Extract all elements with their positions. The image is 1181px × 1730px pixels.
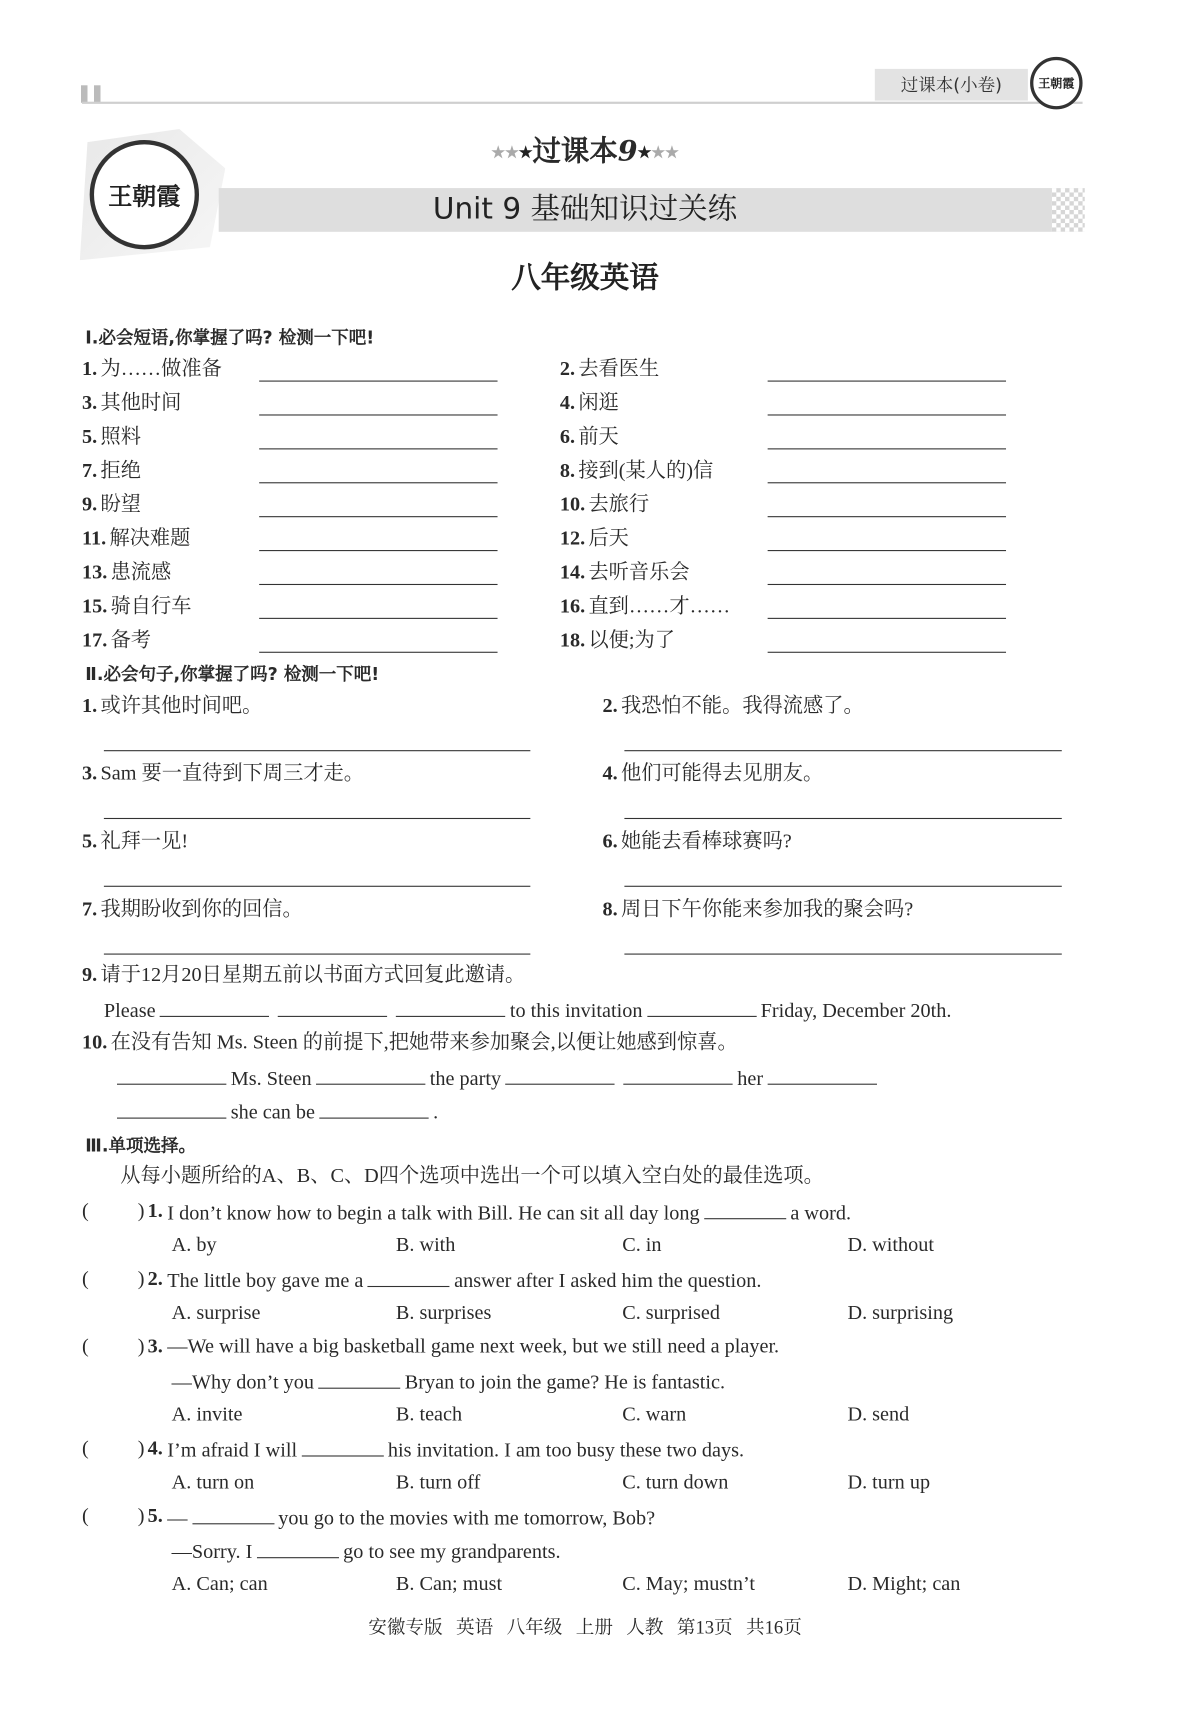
answer-line[interactable] [624, 954, 1061, 955]
star-icon: ★★ [491, 144, 519, 162]
answer-line[interactable] [624, 818, 1061, 819]
sentence-text: 周日下午你能来参加我的聚会吗? [620, 898, 914, 921]
answer-bracket-close: ) [137, 1505, 145, 1528]
sentence-item [603, 897, 914, 923]
answer-option[interactable]: D. send [847, 1404, 910, 1426]
answer-option[interactable]: C. warn [622, 1404, 687, 1426]
sentence-text: she can be [230, 1102, 315, 1125]
answer-line[interactable] [259, 482, 497, 483]
answer-option[interactable]: B. turn off [395, 1471, 481, 1494]
answer-option[interactable]: A. surprise [171, 1302, 261, 1325]
sentence-text: . [433, 1102, 439, 1125]
sentence-text: his invitation. I am too busy these two days. [387, 1440, 745, 1463]
answer-blank[interactable] [257, 1537, 339, 1558]
answer-blank[interactable] [505, 1064, 614, 1085]
answer-line[interactable] [259, 618, 497, 619]
phrase-text: 盼望 [100, 494, 141, 517]
sentence-text: I’m afraid I will [167, 1440, 298, 1463]
corner-decoration [81, 85, 101, 102]
phrase-text: 照料 [100, 426, 141, 449]
sentence-item [82, 761, 364, 787]
item-number: 1. [82, 358, 98, 381]
item-number: 5. [82, 831, 98, 853]
unit-title: Unit 9 基础知识过关练 [432, 192, 738, 227]
answer-line[interactable] [768, 448, 1006, 449]
answer-line[interactable] [768, 482, 1006, 483]
phrase-text: 接到(某人的)信 [578, 460, 714, 483]
item-number: 2. [602, 695, 618, 718]
item-number: 2. [559, 358, 576, 381]
answer-blank[interactable] [117, 1098, 226, 1119]
answer-blank[interactable] [316, 1064, 425, 1085]
answer-line[interactable] [768, 516, 1006, 517]
phrase-text: 解决难题 [109, 528, 191, 551]
phrase-text: 为……做准备 [100, 358, 222, 381]
sentence-text: her [737, 1068, 764, 1091]
phrase-text: 去听音乐会 [588, 562, 690, 584]
brand-logo-text: 王朝霞 [108, 182, 181, 211]
answer-bracket-open[interactable]: ( [82, 1437, 89, 1460]
sentence-item [82, 897, 303, 923]
answer-option[interactable]: A. invite [171, 1404, 243, 1426]
answer-blank[interactable] [160, 996, 269, 1017]
item-number: 14. [559, 562, 586, 584]
star-icon: ★ [637, 144, 652, 162]
sentence-item [82, 693, 262, 719]
star-icon: ★★ [651, 144, 679, 162]
sentence-text: Friday, December 20th. [760, 1000, 952, 1023]
answer-line[interactable] [259, 652, 497, 653]
sentence-text: —Why don’t you [171, 1372, 315, 1395]
item-number: 3. [82, 763, 98, 786]
answer-option[interactable]: C. May; mustn’t [622, 1573, 756, 1596]
answer-line[interactable] [104, 818, 530, 819]
answer-line[interactable] [104, 954, 530, 955]
answer-blank[interactable] [319, 1098, 428, 1119]
item-number: 9. [82, 964, 98, 987]
item-number: 13. [82, 562, 108, 584]
sentence-item [603, 693, 864, 719]
sentence-line [167, 1334, 779, 1360]
sentence-text: Bryan to join the game? He is fantastic. [404, 1372, 726, 1395]
answer-bracket-close: ) [137, 1200, 145, 1223]
answer-blank[interactable] [704, 1198, 786, 1219]
phrase-text: 患流感 [110, 562, 172, 584]
item-number: 11. [82, 528, 107, 551]
item-number: 18. [559, 629, 586, 652]
section-3-instruction: 从每小题所给的A、B、C、D四个选项中选出一个可以填入空白处的最佳选项。 [120, 1165, 824, 1188]
phrase-text: 其他时间 [100, 392, 182, 415]
item-number: 8. [602, 898, 618, 921]
sentence-text: 我恐怕不能。我得流感了。 [620, 695, 864, 718]
title-number: 9 [617, 135, 638, 169]
phrase-text: 以便;为了 [588, 629, 675, 652]
answer-option[interactable]: B. surprises [395, 1302, 492, 1325]
sentence-text: go to see my grandparents. [343, 1541, 561, 1564]
item-number: 16. [559, 595, 586, 618]
title-text: 过课本 [532, 135, 618, 169]
section-1-heading: Ⅰ.必会短语,你掌握了吗? 检测一下吧! [85, 326, 375, 348]
subject-title: 八年级英语 [511, 261, 659, 296]
phrase-text: 直到……才…… [588, 595, 731, 618]
question-number: 2. [147, 1268, 163, 1291]
sentence-item [603, 829, 792, 855]
answer-blank[interactable] [117, 1064, 226, 1085]
answer-option[interactable]: A. turn on [171, 1471, 255, 1494]
answer-blank[interactable] [318, 1368, 400, 1389]
sentence-line [172, 1368, 725, 1396]
sentence-text: 或许其他时间吧。 [100, 695, 263, 718]
sentence-line [167, 1436, 744, 1464]
phrase-text: 拒绝 [100, 460, 141, 483]
phrase-text: 去旅行 [588, 494, 650, 517]
sentence-line [167, 1266, 761, 1294]
phrase-item [560, 424, 619, 450]
phrase-item [560, 560, 690, 586]
item-number: 6. [602, 831, 618, 853]
item-number: 10. [82, 1032, 108, 1055]
answer-blank[interactable] [368, 1266, 450, 1287]
answer-line[interactable] [259, 550, 497, 551]
answer-blank[interactable] [301, 1436, 383, 1457]
sentence-text: 礼拜一见! [100, 831, 189, 853]
item-number: 4. [559, 392, 576, 415]
sentence-text: a word. [790, 1202, 852, 1225]
lesson-title [0, 129, 1170, 169]
answer-option[interactable]: B. with [395, 1234, 456, 1257]
answer-line[interactable] [768, 381, 1006, 382]
answer-bracket-open[interactable]: ( [82, 1268, 89, 1291]
answer-line[interactable] [259, 584, 497, 585]
sentence-line [167, 1198, 851, 1226]
page-footer: 安徽专版 英语 八年级 上册 人教 第13页 共16页 [368, 1617, 802, 1639]
sentence-text: 我期盼收到你的回信。 [100, 898, 303, 921]
booklet-tab: 过课本(小卷) [875, 69, 1028, 101]
sentence-text: Sam 要一直待到下周三才走。 [100, 763, 365, 786]
phrase-item [82, 628, 151, 654]
sentence-text: answer after I asked him the question. [454, 1270, 762, 1293]
phrase-item [82, 594, 192, 620]
item-number: 7. [82, 898, 98, 921]
item-number: 17. [82, 629, 108, 652]
sentence-line [172, 1537, 561, 1565]
item-number: 10. [559, 494, 586, 517]
question-number: 1. [147, 1200, 163, 1223]
phrase-item [560, 356, 659, 382]
item-number: 4. [602, 763, 618, 786]
phrase-item [560, 492, 649, 518]
answer-option[interactable]: C. surprised [622, 1302, 720, 1325]
answer-blank[interactable] [278, 996, 387, 1017]
answer-line[interactable] [624, 750, 1061, 751]
answer-blank[interactable] [192, 1504, 274, 1525]
phrase-item [82, 356, 222, 382]
sentence-text: 在没有告知 Ms. Steen 的前提下,把她带来参加聚会,以便让她感到惊喜。 [110, 1032, 738, 1055]
answer-option[interactable]: A. by [171, 1234, 217, 1257]
sentence-text: —Sorry. I [171, 1541, 253, 1564]
answer-line[interactable] [259, 414, 497, 415]
sentence-text: 她能去看棒球赛吗? [620, 831, 792, 853]
answer-line[interactable] [104, 886, 530, 887]
answer-line[interactable] [768, 414, 1006, 415]
answer-option[interactable]: D. surprising [847, 1302, 954, 1325]
phrase-item [560, 390, 619, 416]
item-number: 6. [559, 426, 576, 449]
phrase-text: 闲逛 [578, 392, 619, 415]
item-number: 5. [82, 426, 98, 449]
phrase-item [82, 390, 181, 416]
brand-logo-small [1030, 57, 1082, 109]
phrase-text: 骑自行车 [110, 595, 192, 618]
answer-bracket-close: ) [137, 1437, 145, 1460]
answer-option[interactable]: C. turn down [622, 1471, 729, 1494]
sentence-text: Please [103, 1000, 156, 1023]
answer-option[interactable]: D. turn up [847, 1471, 931, 1494]
phrase-item [82, 526, 190, 552]
answer-line[interactable] [768, 618, 1006, 619]
phrase-item [82, 424, 141, 450]
item-number: 12. [559, 528, 586, 551]
answer-bracket-open[interactable]: ( [82, 1505, 89, 1528]
sentence-item [82, 962, 525, 988]
answer-blank[interactable] [768, 1064, 877, 1085]
sentence-item [82, 829, 188, 855]
answer-bracket-open[interactable]: ( [82, 1336, 89, 1359]
answer-bracket-close: ) [137, 1268, 145, 1291]
sentence-line [113, 1098, 439, 1126]
star-icon: ★ [518, 144, 533, 162]
sentence-line [167, 1504, 655, 1532]
sentence-text: to this invitation [509, 1000, 643, 1023]
phrase-item [82, 492, 141, 518]
sentence-line [104, 996, 952, 1024]
item-number: 9. [82, 494, 98, 517]
answer-line[interactable] [768, 550, 1006, 551]
phrase-item [560, 628, 675, 654]
item-number: 15. [82, 595, 108, 618]
answer-bracket-open[interactable]: ( [82, 1200, 89, 1223]
sentence-text: The little boy gave me a [167, 1270, 364, 1293]
answer-option[interactable]: B. teach [395, 1404, 463, 1426]
section-3-heading: Ⅲ.单项选择。 [85, 1135, 196, 1156]
answer-option[interactable]: D. Might; can [847, 1573, 961, 1596]
sentence-text: I don’t know how to begin a talk with Bill. He can sit all day long [167, 1202, 700, 1225]
answer-bracket-close: ) [137, 1336, 145, 1359]
item-number: 3. [82, 392, 98, 415]
sentence-line [113, 1064, 882, 1092]
answer-line[interactable] [624, 886, 1061, 887]
sentence-item [603, 761, 824, 787]
phrase-item [82, 560, 171, 586]
section-2-heading: Ⅱ.必会句子,你掌握了吗? 检测一下吧! [85, 663, 380, 685]
sentence-text: — [167, 1507, 188, 1530]
answer-line[interactable] [768, 584, 1006, 585]
answer-blank[interactable] [624, 1064, 733, 1085]
answer-option[interactable]: A. Can; can [171, 1573, 268, 1596]
item-number: 8. [559, 460, 576, 483]
header-rule [82, 102, 1083, 104]
sentence-item [82, 1030, 738, 1056]
answer-blank[interactable] [396, 996, 505, 1017]
phrase-text: 前天 [578, 426, 619, 449]
sentence-text: you go to the movies with me tomorrow, Bob? [278, 1507, 656, 1530]
phrase-text: 后天 [588, 528, 629, 551]
sentence-text: —We will have a big basketball game next week, but we still need a player. [167, 1336, 780, 1359]
sentence-text: 请于12月20日星期五前以书面方式回复此邀请。 [100, 964, 526, 987]
phrase-text: 去看医生 [578, 358, 660, 381]
answer-option[interactable]: C. in [622, 1234, 662, 1257]
answer-option[interactable]: D. without [847, 1234, 935, 1257]
phrase-text: 备考 [110, 629, 152, 652]
answer-blank[interactable] [647, 996, 756, 1017]
question-number: 3. [147, 1336, 163, 1359]
answer-line[interactable] [259, 516, 497, 517]
sentence-text: Ms. Steen [230, 1068, 312, 1091]
item-number: 1. [82, 695, 98, 718]
sentence-text: 他们可能得去见朋友。 [620, 763, 824, 786]
phrase-item [560, 526, 629, 552]
phrase-item [560, 458, 713, 484]
question-number: 5. [147, 1505, 163, 1528]
question-number: 4. [147, 1437, 163, 1460]
phrase-item [82, 458, 141, 484]
brand-logo-text: 王朝霞 [1038, 76, 1075, 91]
sentence-text: the party [429, 1068, 502, 1091]
answer-line[interactable] [768, 652, 1006, 653]
answer-option[interactable]: B. Can; must [395, 1573, 503, 1596]
answer-line[interactable] [104, 750, 530, 751]
answer-line[interactable] [259, 381, 497, 382]
answer-line[interactable] [259, 448, 497, 449]
item-number: 7. [82, 460, 98, 483]
phrase-item [560, 594, 730, 620]
